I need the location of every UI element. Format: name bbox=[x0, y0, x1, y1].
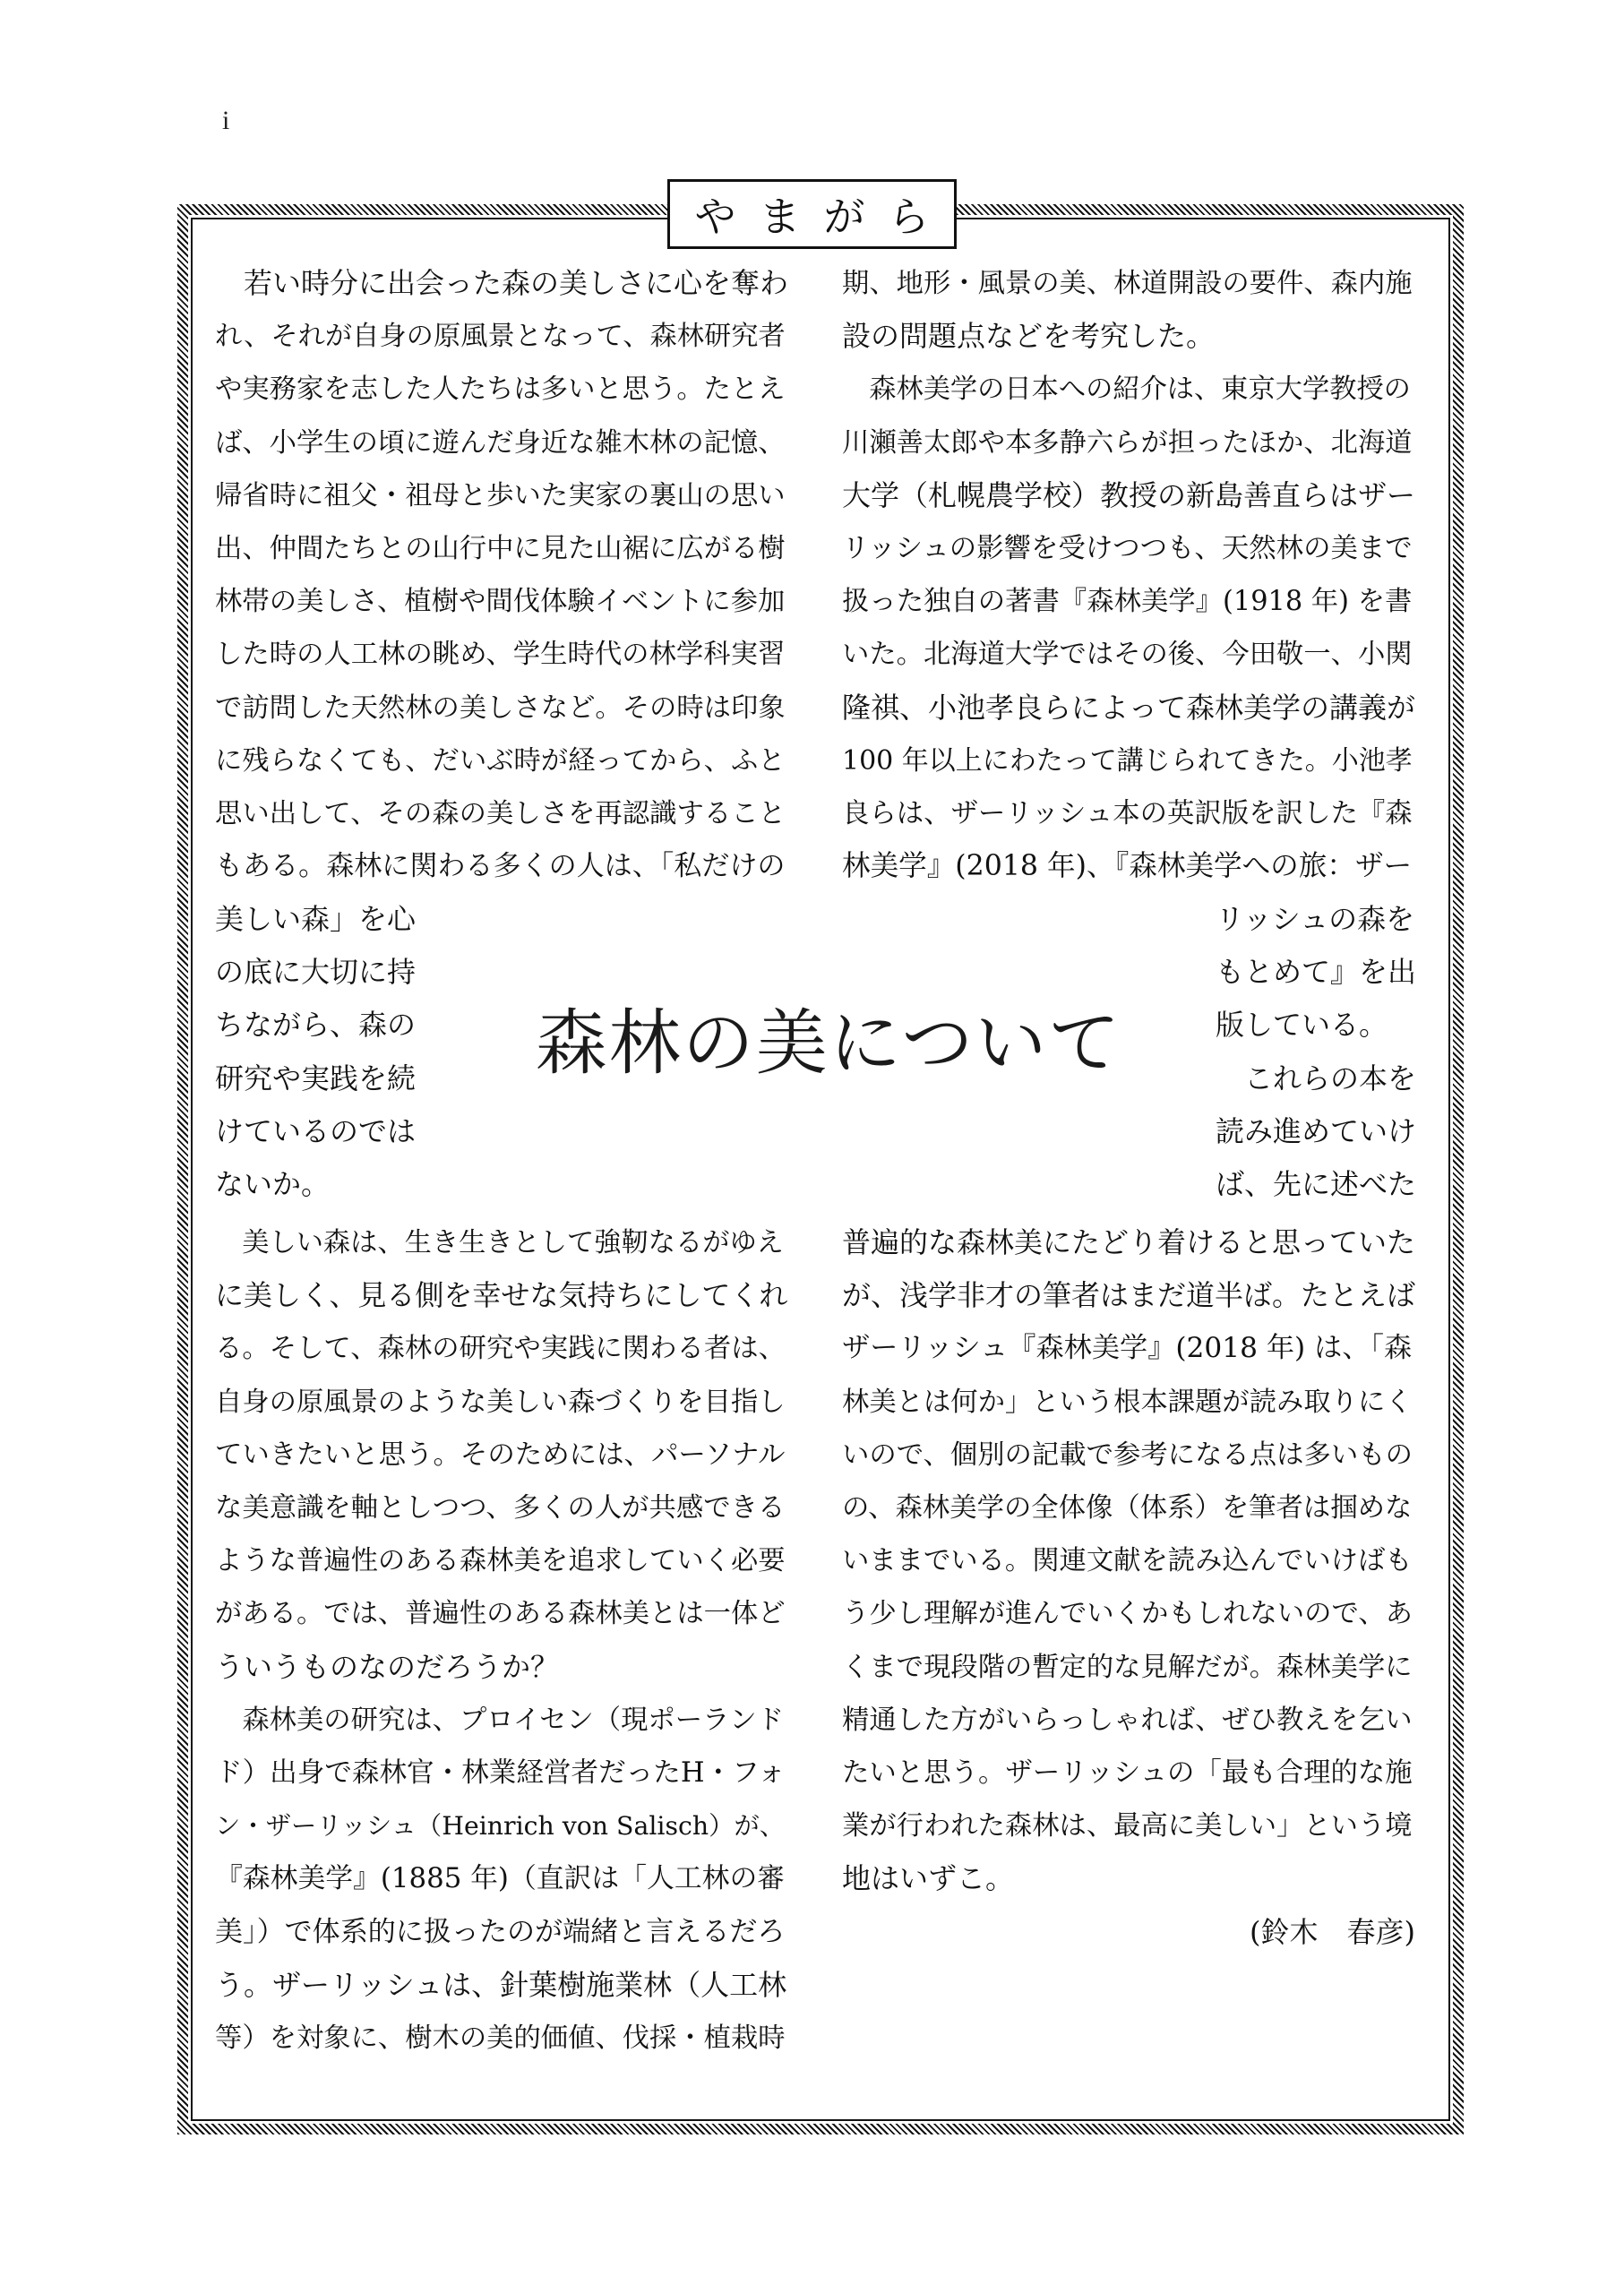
article-title: 森林の美について bbox=[535, 1001, 1122, 1085]
text-line: 美」）で体系的に扱ったのが端緒と言えるだろ bbox=[215, 1915, 786, 1948]
text-line: ていきたいと思う。そのためには、パーソナル bbox=[215, 1438, 786, 1471]
text-line: 等）を対象に、樹木の美的価値、伐採・植栽時 bbox=[215, 2022, 786, 2055]
text-line: う少し理解が進んでいくかもしれないので、あ bbox=[842, 1598, 1413, 1630]
right-column-narrow bbox=[1216, 893, 1422, 1211]
text-line: る。そして、森林の研究や実践に関わる者は、 bbox=[215, 1333, 786, 1365]
text-line: 業が行われた森林は、最高に美しい」という境 bbox=[842, 1810, 1413, 1842]
text-line: 普遍的な森林美にたどり着けると思っていた bbox=[842, 1225, 1416, 1259]
left-column-bottom bbox=[215, 1216, 788, 2065]
text-line: の、森林美学の全体像（体系）を筆者は掴めな bbox=[842, 1492, 1413, 1524]
text-line: もとめて』を出 bbox=[1216, 955, 1417, 990]
text-line: これらの本を bbox=[1244, 1061, 1417, 1095]
text-line: 『森林美学』(1885 年)（直訳は「人工林の審 bbox=[215, 1862, 786, 1895]
text-line: ないか。 bbox=[215, 1167, 331, 1202]
text-line: ば、先に述べた bbox=[1216, 1167, 1417, 1202]
text-line: リッシュの影響を受けつつも、天然林の美まで bbox=[842, 533, 1413, 565]
author-signature: (鈴木 春彦) bbox=[1250, 1914, 1415, 1949]
text-line: 林美学』(2018 年)、『森林美学への旅：ザー bbox=[842, 850, 1413, 883]
text-line: が、浅学非才の筆者はまだ道半ば。たとえば bbox=[842, 1278, 1416, 1313]
column-heading-box bbox=[667, 179, 957, 249]
text-line: 出、仲間たちとの山行中に見た山裾に広がる樹 bbox=[215, 533, 786, 565]
text-line: 美しい森」を心 bbox=[215, 902, 417, 936]
column-heading: やまがら bbox=[694, 193, 953, 241]
text-line: 森林美の研究は、プロイセン（現ポーランド bbox=[242, 1704, 785, 1736]
text-line: 林美とは何か」という根本課題が読み取りにく bbox=[842, 1386, 1413, 1418]
text-line: 帰省時に祖父・祖母と歩いた実家の裏山の思い bbox=[215, 479, 786, 511]
text-line: いままでいる。関連文献を読み込んでいけばも bbox=[842, 1545, 1413, 1577]
text-line: ちながら、森の bbox=[215, 1008, 417, 1043]
text-line: 100 年以上にわたって講じられてきた。小池孝 bbox=[842, 744, 1413, 777]
text-line: に美しく、見る側を幸せな気持ちにしてくれ bbox=[215, 1278, 788, 1313]
text-line: 隆祺、小池孝良らによって森林美学の講義が bbox=[842, 690, 1416, 725]
text-line: や実務家を志した人たちは多いと思う。たとえ bbox=[215, 374, 786, 406]
text-line: 美しい森は、生き生きとして強靭なるがゆえ bbox=[242, 1227, 784, 1258]
text-line: 大学（札幌農学校）教授の新島善直らはザー bbox=[842, 477, 1416, 512]
text-line: 良らは、ザーリッシュ本の英訳版を訳した『森 bbox=[842, 798, 1413, 830]
text-line: 扱った独自の著書『森林美学』(1918 年) を書 bbox=[842, 586, 1413, 618]
text-line: 林帯の美しさ、植樹や間伐体験イベントに参加 bbox=[215, 586, 786, 618]
text-line: 若い時分に出会った森の美しさに心を奪わ bbox=[244, 266, 789, 300]
text-line: もある。森林に関わる多くの人は、「私だけの bbox=[215, 850, 786, 883]
text-line: ば、小学生の頃に遊んだ身近な雑木林の記憶、 bbox=[215, 426, 786, 459]
right-column-bottom bbox=[842, 1216, 1415, 1959]
text-line: いので、個別の記載で参考になる点は多いもの bbox=[842, 1438, 1413, 1471]
text-line: 読み進めていけ bbox=[1216, 1113, 1417, 1148]
left-column-narrow bbox=[215, 893, 421, 1211]
text-line: な美意識を軸としつつ、多くの人が共感できる bbox=[215, 1492, 786, 1524]
text-line: ういうものなのだろうか？ bbox=[215, 1649, 560, 1684]
text-line: がある。では、普遍性のある森林美とは一体ど bbox=[215, 1598, 786, 1630]
text-line: 期、地形・風景の美、林道開設の要件、森内施 bbox=[842, 268, 1413, 299]
text-line: 自身の原風景のような美しい森づくりを目指し bbox=[215, 1386, 786, 1418]
right-column-top bbox=[842, 257, 1415, 893]
text-line: 思い出して、その森の美しさを再認識すること bbox=[215, 798, 786, 830]
left-column-top bbox=[215, 257, 788, 893]
text-line: けているのでは bbox=[215, 1113, 417, 1148]
text-line: 地はいずこ。 bbox=[842, 1861, 1015, 1896]
text-line: たいと思う。ザーリッシュの「最も合理的な施 bbox=[842, 1757, 1413, 1790]
text-line: 版している。 bbox=[1216, 1008, 1388, 1043]
text-line: した時の人工林の眺め、学生時代の林学科実習 bbox=[215, 639, 786, 671]
text-line: いた。北海道大学ではその後、今田敬一、小関 bbox=[842, 639, 1413, 671]
text-line: 精通した方がいらっしゃれば、ぜひ教えを乞い bbox=[842, 1704, 1413, 1736]
text-line: 研究や実践を続 bbox=[215, 1061, 417, 1095]
text-line: う。ザーリッシュは、針葉樹施業林（人工林 bbox=[215, 1967, 787, 2002]
text-line: リッシュの森を bbox=[1216, 902, 1415, 936]
text-line: ン・ザーリッシュ（Heinrich von Salisch）が、 bbox=[215, 1811, 786, 1842]
text-line: に残らなくても、だいぶ時が経ってから、ふと bbox=[215, 744, 786, 777]
text-line: 森林美学の日本への紹介は、東京大学教授の bbox=[869, 374, 1411, 406]
text-line: の底に大切に持 bbox=[215, 955, 417, 990]
text-line: くまで現段階の暫定的な見解だが。森林美学に bbox=[842, 1651, 1413, 1683]
text-line: れ、それが自身の原風景となって、森林研究者 bbox=[215, 321, 786, 353]
text-line: ザーリッシュ『森林美学』(2018 年) は、「森 bbox=[842, 1332, 1413, 1365]
text-line: 設の問題点などを考究した。 bbox=[842, 319, 1216, 354]
text-line: 川瀬善太郎や本多静六らが担ったほか、北海道 bbox=[842, 426, 1413, 459]
text-line: ような普遍性のある森林美を追求していく必要 bbox=[215, 1545, 786, 1577]
text-line: ド）出身で森林官・林業経営者だったH・フォ bbox=[215, 1757, 786, 1790]
page-number: i bbox=[222, 106, 230, 135]
text-line: で訪問した天然林の美しさなど。その時は印象 bbox=[215, 691, 786, 724]
